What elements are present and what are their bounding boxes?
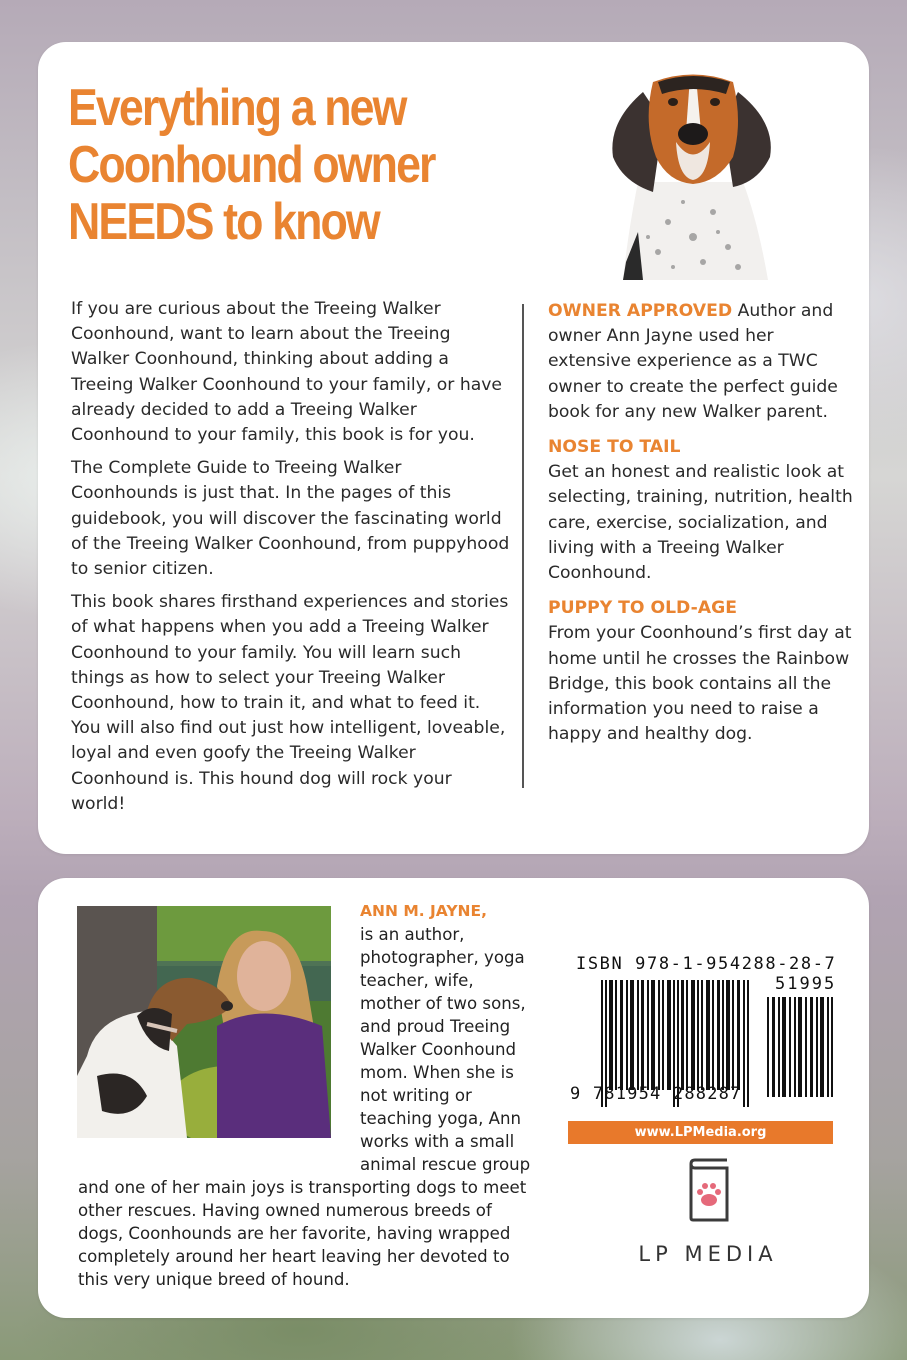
- author-bio: [78, 923, 538, 1291]
- feature-heading: PUPPY TO OLD-AGE: [548, 598, 737, 619]
- feature-puppy-to-old-age: [548, 596, 853, 747]
- description-paragraph: The Complete Guide to Treeing Walker Coonhounds is just that. In the pages of this guidebook, you will discover the fascinating world of the Treeing Walker Coonhound, from puppyhood to senior citizen.: [71, 458, 510, 580]
- description-paragraph: This book shares firsthand experiences and stories of what happens when you add a Treeing Walker Coonhound to your family. You will learn such things as how to select your Treeing Walker Coonhound, how to train it, and what to feed it. You will also find out just how intelligent, loveable, loyal and even goofy the Treeing Walker Coonhound is. This hound dog will rock your world!: [71, 592, 509, 814]
- feature-text: Author and owner Ann Jayne used her extensive experience as a TWC owner to create the perfect guide book for any new Walker parent.: [548, 301, 838, 422]
- description-column: [71, 297, 511, 825]
- feature-owner-approved: [548, 299, 853, 425]
- price-barcode-icon: [767, 997, 833, 1097]
- publisher-url[interactable]: www.LPMedia.org: [568, 1121, 833, 1144]
- price-code: 51995: [775, 974, 837, 994]
- isbn-digits: 9 781954 288287: [570, 1084, 742, 1104]
- feature-nose-to-tail: [548, 435, 853, 586]
- author-name: ANN M. JAYNE,: [360, 902, 487, 920]
- feature-text: Get an honest and realistic look at selecting, training, nutrition, health care, exercise, socialization, and living with a Treeing Walker Coonhound.: [548, 462, 853, 584]
- author-bio-text: is an author, photographer, yoga teacher, wife, mother of two sons, and proud Treeing Walker Coonhound mom. When she is not writing or teaching yoga, Ann works with a small animal rescue group and one of her main joys is transporting dogs to meet other rescues. Having owned numerous breeds of dogs, Coonhounds are her favorite, having wrapped completely around her heart leaving her devoted to this very unique breed of hound.: [78, 925, 531, 1289]
- isbn-label: ISBN 978-1-954288-28-7: [576, 954, 837, 974]
- isbn-barcode: [568, 950, 837, 1110]
- coonhound-portrait-image: [598, 62, 783, 280]
- feature-heading: NOSE TO TAIL: [548, 437, 681, 458]
- features-column: [548, 299, 853, 757]
- description-paragraph: If you are curious about the Treeing Walker Coonhound, want to learn about the Treeing Walker Coonhound, thinking about adding a Treeing Walker Coonhound to your family, or have already decided to add a Treeing Walker Coonhound to your family, this book is for you.: [71, 299, 503, 446]
- bottom-card: [38, 878, 869, 1318]
- feature-heading: OWNER APPROVED: [548, 301, 733, 321]
- feature-text: From your Coonhound’s first day at home until he crosses the Rainbow Bridge, this book contains all the information you need to raise a happy and healthy dog.: [548, 623, 852, 745]
- publisher-logo: [628, 1158, 778, 1273]
- column-divider: [522, 304, 524, 788]
- photo-spacer: [78, 923, 360, 1165]
- top-card: [38, 42, 869, 854]
- book-paw-icon: [683, 1158, 733, 1222]
- publisher-logo-text: LP MEDIA: [638, 1242, 778, 1266]
- headline: Everything a new Coonhound owner NEEDS to know: [68, 79, 435, 251]
